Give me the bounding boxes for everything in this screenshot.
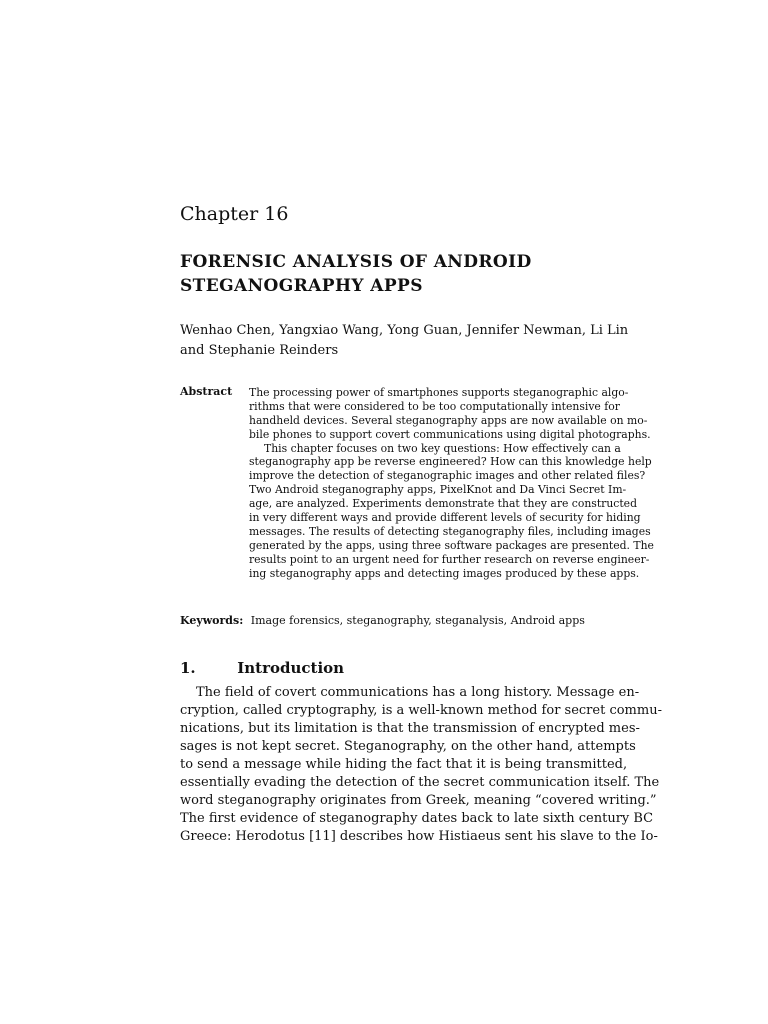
- abstract-line: age, are analyzed. Experiments demonstrate that they are constructed: [249, 497, 637, 511]
- body-line: The field of covert communications has a long history. Message en-: [196, 685, 640, 700]
- section-heading: [180, 657, 344, 679]
- author-line: Wenhao Chen, Yangxiao Wang, Yong Guan, Jennifer Newman, Li Lin: [180, 323, 629, 338]
- abstract-line: Two Android steganography apps, PixelKnot and Da Vinci Secret Im-: [249, 483, 627, 497]
- abstract-line: handheld devices. Several steganography apps are now available on mo-: [249, 413, 648, 427]
- abstract-line: results point to an urgent need for further research on reverse engineer-: [249, 552, 650, 566]
- keywords: [180, 614, 585, 628]
- abstract-line: steganography app be reverse engineered? How can this knowledge help: [249, 455, 652, 469]
- abstract-label: Abstract: [180, 385, 233, 398]
- body-line: essentially evading the detection of the secret communication itself. The: [180, 775, 660, 790]
- body-line: Greece: Herodotus [11] describes how Histiaeus sent his slave to the Io-: [180, 829, 658, 844]
- abstract-line: The processing power of smartphones supports steganographic algo-: [249, 386, 629, 399]
- body-line: cryption, called cryptography, is a well-known method for secret commu-: [180, 703, 662, 718]
- paper-title-line: FORENSIC ANALYSIS OF ANDROID: [180, 252, 532, 272]
- keywords-label: Keywords:: [180, 614, 244, 627]
- body-paragraph: [180, 684, 662, 846]
- body-line: nications, but its limitation is that the transmission of encrypted mes-: [180, 721, 640, 736]
- body-line: The first evidence of steganography dates back to late sixth century BC: [180, 811, 654, 826]
- abstract-line: This chapter focuses on two key questions: How effectively can a: [264, 441, 621, 455]
- body-line: sages is not kept secret. Steganography, on the other hand, attempts: [180, 739, 636, 754]
- section-number: 1.: [180, 659, 196, 677]
- paper-title: [180, 250, 532, 298]
- section-title: Introduction: [237, 659, 345, 677]
- abstract-line: messages. The results of detecting steganography files, including images: [249, 524, 651, 538]
- author-list: [180, 321, 628, 361]
- body-line: to send a message while hiding the fact that it is being transmitted,: [180, 757, 628, 772]
- body-line: word steganography originates from Greek, meaning “covered writing.”: [180, 793, 657, 808]
- abstract-line: ing steganography apps and detecting images produced by these apps.: [249, 566, 640, 580]
- chapter-label: Chapter 16: [180, 203, 289, 225]
- author-line: and Stephanie Reinders: [180, 343, 339, 358]
- abstract-line: bile phones to support covert communications using digital photographs.: [249, 427, 651, 441]
- abstract-line: improve the detection of steganographic images and other related files?: [249, 469, 646, 483]
- abstract-line: rithms that were considered to be too computationally intensive for: [249, 399, 620, 413]
- abstract-line: in very different ways and provide different levels of security for hiding: [249, 511, 641, 525]
- paper-title-line: STEGANOGRAPHY APPS: [180, 276, 423, 296]
- abstract-line: generated by the apps, using three software packages are presented. The: [249, 538, 654, 552]
- keywords-text: Image forensics, steganography, steganalysis, Android apps: [250, 614, 585, 627]
- abstract-text: [249, 386, 654, 580]
